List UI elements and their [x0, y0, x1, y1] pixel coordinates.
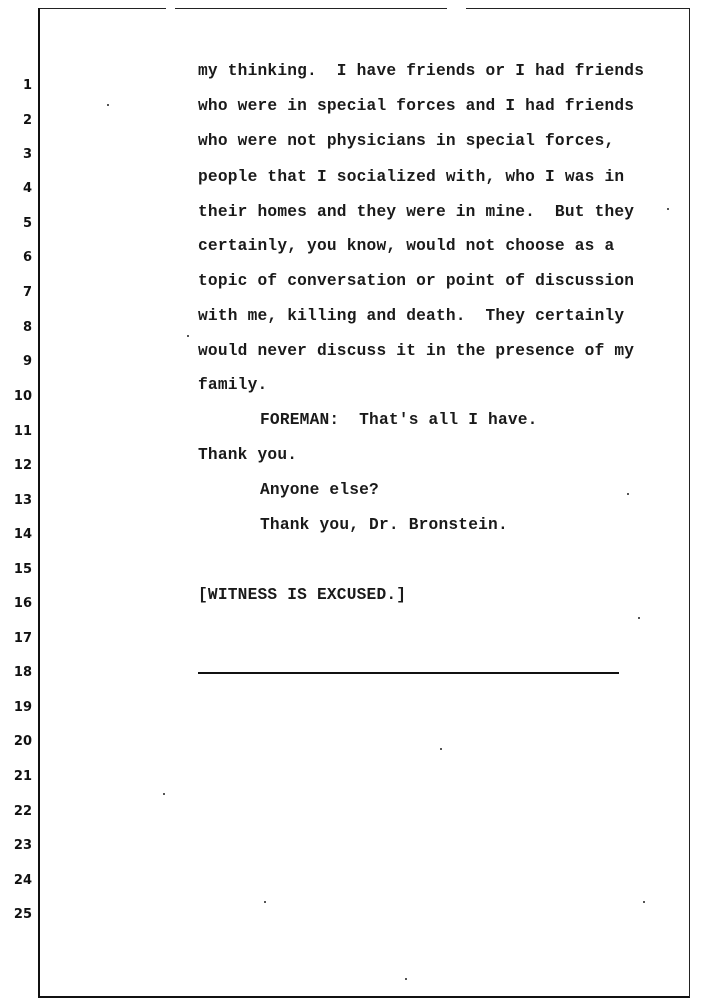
transcript-line: Thank you. — [198, 446, 298, 464]
line-number: 19 — [13, 700, 32, 715]
transcript-line: Thank you, Dr. Bronstein. — [260, 516, 508, 534]
line-number: 1 — [22, 78, 32, 93]
witness-excused-note: [WITNESS IS EXCUSED.] — [198, 586, 407, 604]
scan-speck — [405, 978, 407, 980]
transcript-line: their homes and they were in mine. But they — [198, 203, 635, 221]
scan-speck — [667, 208, 669, 210]
line-number: 12 — [13, 458, 32, 473]
line-number: 2 — [22, 113, 32, 128]
transcript-line: family. — [198, 376, 268, 394]
transcript-line-speaker: FOREMAN: That's all I have. — [260, 411, 538, 429]
line-number: 3 — [22, 147, 32, 162]
transcript-line: people that I socialized with, who I was in — [198, 168, 625, 186]
transcript-line: topic of conversation or point of discussion — [198, 272, 635, 290]
transcript-line: Anyone else? — [260, 481, 379, 499]
line-number: 20 — [13, 734, 32, 749]
line-number: 7 — [22, 285, 32, 300]
transcript-line: who were not physicians in special forces, — [198, 132, 615, 150]
scan-speck — [643, 901, 645, 903]
scan-speck — [638, 617, 640, 619]
line-number: 10 — [13, 389, 32, 404]
line-number: 14 — [13, 527, 32, 542]
line-number: 9 — [22, 354, 32, 369]
top-border-segment — [40, 8, 166, 9]
line-number: 8 — [22, 320, 32, 335]
scan-speck — [627, 493, 629, 495]
line-number: 21 — [13, 769, 32, 784]
line-number: 6 — [22, 250, 32, 265]
line-number: 13 — [13, 493, 32, 508]
line-number: 4 — [22, 181, 32, 196]
scan-speck — [187, 335, 189, 337]
transcript-line: certainly, you know, would not choose as a — [198, 237, 615, 255]
scan-speck — [264, 901, 266, 903]
scan-speck — [440, 748, 442, 750]
top-border-segment — [175, 8, 447, 9]
page-frame — [38, 8, 690, 998]
line-number: 5 — [22, 216, 32, 231]
line-number: 11 — [13, 424, 32, 439]
line-number: 18 — [13, 665, 32, 680]
end-of-testimony-rule — [198, 672, 619, 674]
line-number: 16 — [13, 596, 32, 611]
top-border-segment — [466, 8, 690, 9]
line-number: 25 — [13, 907, 32, 922]
transcript-line: who were in special forces and I had friends — [198, 97, 635, 115]
line-number: 17 — [13, 631, 32, 646]
line-number: 23 — [13, 838, 32, 853]
scan-speck — [163, 793, 165, 795]
line-number: 24 — [13, 873, 32, 888]
line-number: 22 — [13, 804, 32, 819]
line-number: 15 — [13, 562, 32, 577]
transcript-line: would never discuss it in the presence of my — [198, 342, 635, 360]
transcript-line: my thinking. I have friends or I had friends — [198, 62, 645, 80]
scan-speck — [107, 104, 109, 106]
transcript-line: with me, killing and death. They certainly — [198, 307, 625, 325]
